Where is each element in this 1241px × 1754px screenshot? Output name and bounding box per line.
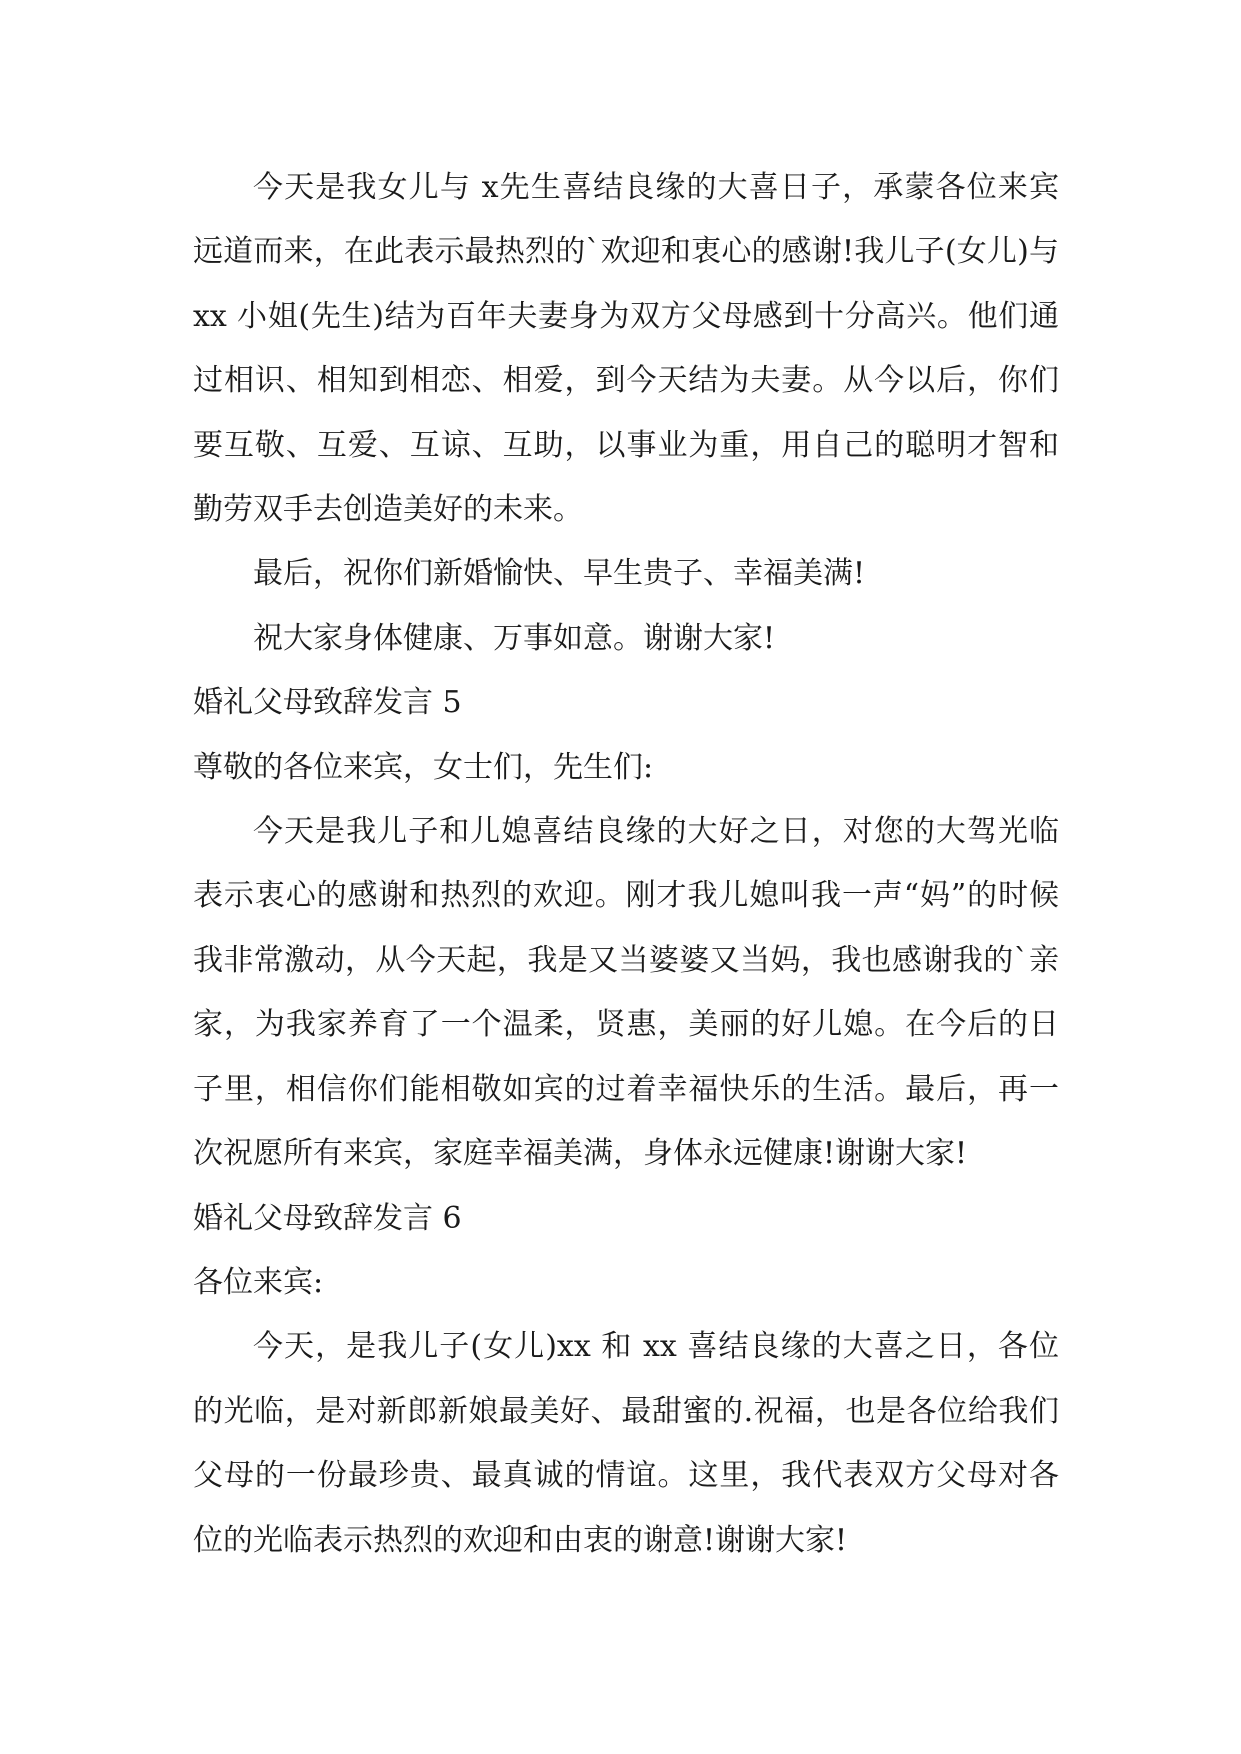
salutation: 各位来宾: (193, 1264, 324, 1300)
body-paragraph: 今天是我女儿与 x先生喜结良缘的大喜日子，承蒙各位来宾远道而来，在此表示最热烈的`欢迎和衷心的感谢!我儿子(女儿)与 xx 小姐(先生)结为百年夫妻身为双方父母感到十分高兴。他们通过相识、相知到相恋、相爱，到今天结为夫妻。从今以后，你们要互敬、互爱、互谅、互助，以事业为重，用自己的聪明才智和勤劳双手去创造美好的未来。 (193, 170, 1059, 528)
body-paragraph: 祝大家身体健康、万事如意。谢谢大家! (253, 620, 776, 656)
salutation: 尊敬的各位来宾，女士们，先生们: (193, 749, 654, 785)
body-paragraph: 最后，祝你们新婚愉快、早生贵子、幸福美满! (253, 556, 866, 592)
section-heading: 婚礼父母致辞发言 6 (193, 1200, 462, 1236)
document-page (193, 156, 1059, 1573)
body-paragraph: 今天是我儿子和儿媳喜结良缘的大好之日，对您的大驾光临表示衷心的感谢和热烈的欢迎。刚才我儿媳叫我一声“妈”的时候我非常激动，从今天起，我是又当婆婆又当妈，我也感谢我的`亲家，为我家养育了一个温柔，贤惠，美丽的好儿媳。在今后的日子里，相信你们能相敬如宾的过着幸福快乐的生活。最后，再一次祝愿所有来宾，家庭幸福美满，身体永远健康!谢谢大家! (193, 814, 1059, 1172)
section-heading: 婚礼父母致辞发言 5 (193, 685, 462, 721)
body-paragraph: 今天，是我儿子(女儿)xx 和 xx 喜结良缘的大喜之日，各位的光临，是对新郎新娘最美好、最甜蜜的.祝福，也是各位给我们父母的一份最珍贵、最真诚的情谊。这里，我代表双方父母对各位的光临表示热烈的欢迎和由衷的谢意!谢谢大家! (193, 1329, 1059, 1558)
